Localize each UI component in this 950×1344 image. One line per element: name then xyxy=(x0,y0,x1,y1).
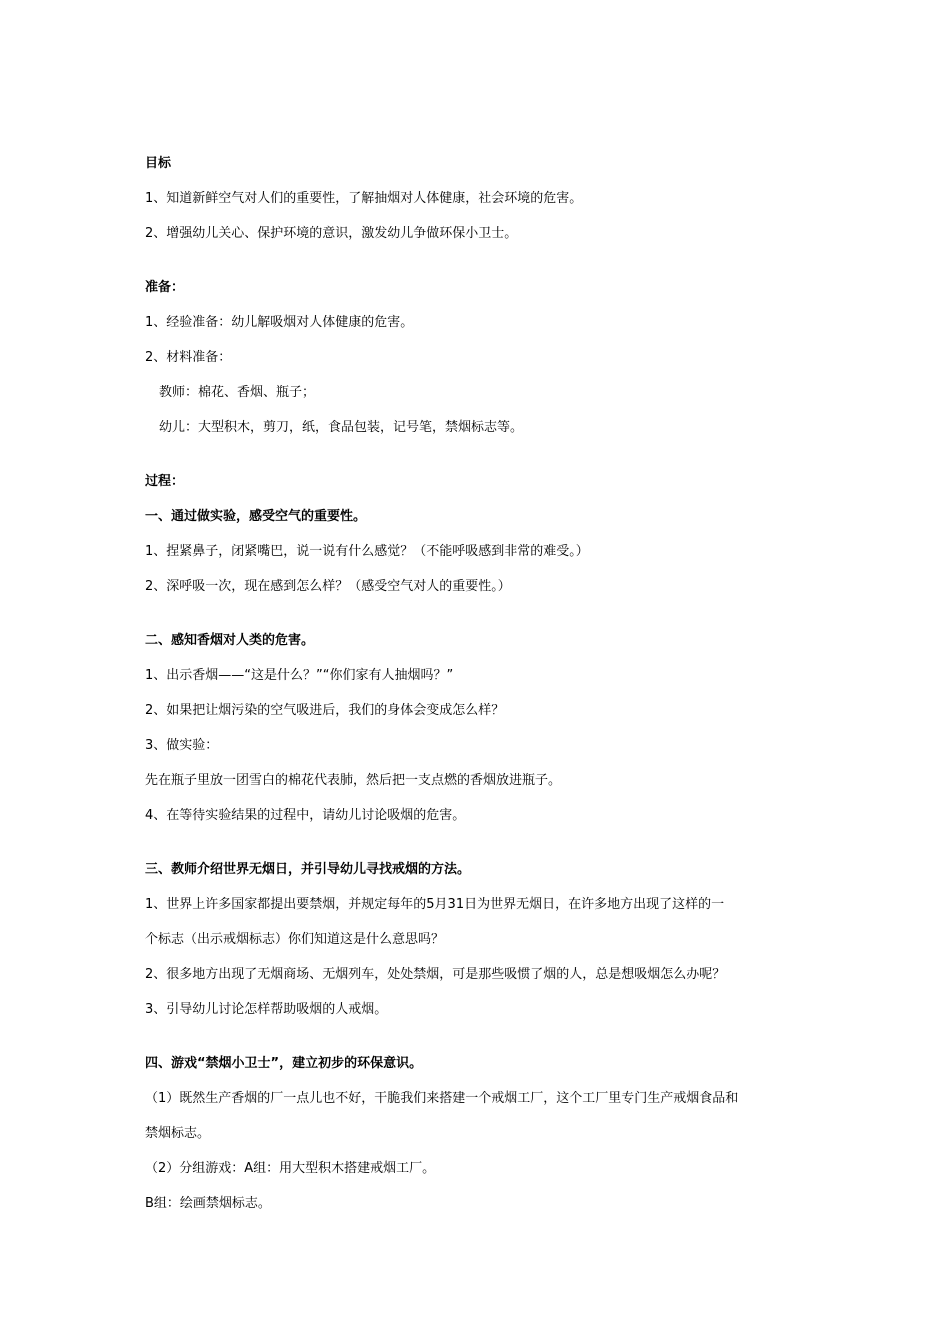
section3-item-3: 2、很多地方出现了无烟商场、无烟列车，处处禁烟，可是那些吸惯了烟的人，总是想吸烟怎么办呢？ xyxy=(145,967,726,982)
section-gap xyxy=(145,833,810,852)
section-gap xyxy=(145,251,810,270)
section2-item-2: 2、如果把让烟污染的空气吸进后，我们的身体会变成怎么样？ xyxy=(145,703,505,718)
section2-heading: 二、感知香烟对人类的危害。 xyxy=(145,633,315,648)
section1-item-1: 1、捏紧鼻子，闭紧嘴巴，说一说有什么感觉？（不能呼吸感到非常的难受。） xyxy=(145,544,589,559)
section2-item-4: 先在瓶子里放一团雪白的棉花代表肺，然后把一支点燃的香烟放进瓶子。 xyxy=(145,773,562,788)
prep-item-2: 2、材料准备： xyxy=(145,350,232,365)
section2-item-3: 3、做实验： xyxy=(145,738,219,753)
section3-heading: 三、教师介绍世界无烟日，并引导幼儿寻找戒烟的方法。 xyxy=(145,862,471,877)
section-gap xyxy=(145,445,810,464)
section1-heading: 一、通过做实验，感受空气的重要性。 xyxy=(145,509,367,524)
section3-item-4: 3、引导幼儿讨论怎样帮助吸烟的人戒烟。 xyxy=(145,1002,388,1017)
section4-item-1: （1）既然生产香烟的厂一点儿也不好，干脆我们来搭建一个戒烟工厂，这个工厂里专门生产戒烟食品和 xyxy=(145,1091,739,1106)
section3-item-2: 个标志（出示戒烟标志）你们知道这是什么意思吗？ xyxy=(145,932,445,947)
section3-item-1: 1、世界上许多国家都提出要禁烟，并规定每年的5月31日为世界无烟日，在许多地方出现了这样的一 xyxy=(145,897,725,912)
prep-item-1: 1、经验准备：幼儿解吸烟对人体健康的危害。 xyxy=(145,315,414,330)
section2-item-1: 1、出示香烟——“这是什么？”“你们家有人抽烟吗？” xyxy=(145,668,454,683)
section4-item-4: B组：绘画禁烟标志。 xyxy=(145,1196,271,1211)
goal-heading: 目标 xyxy=(145,156,172,171)
section-gap xyxy=(145,604,810,623)
goal-item-2: 2、增强幼儿关心、保护环境的意识，激发幼儿争做环保小卫士。 xyxy=(145,226,518,241)
section1-item-2: 2、深呼吸一次，现在感到怎么样？（感受空气对人的重要性。） xyxy=(145,579,511,594)
section4-item-2: 禁烟标志。 xyxy=(145,1126,211,1141)
document-body xyxy=(145,146,810,1221)
goal-item-1: 1、知道新鲜空气对人们的重要性，了解抽烟对人体健康，社会环境的危害。 xyxy=(145,191,583,206)
section2-item-5: 4、在等待实验结果的过程中，请幼儿讨论吸烟的危害。 xyxy=(145,808,466,823)
prep-material-child: 幼儿：大型积木，剪刀，纸，食品包装，记号笔，禁烟标志等。 xyxy=(159,420,524,435)
section4-heading: 四、游戏“禁烟小卫士”，建立初步的环保意识。 xyxy=(145,1056,423,1071)
process-heading: 过程： xyxy=(145,474,185,489)
prep-heading: 准备： xyxy=(145,280,185,295)
prep-material-teacher: 教师：棉花、香烟、瓶子； xyxy=(159,385,316,400)
section4-item-3: （2）分组游戏：A组：用大型积木搭建戒烟工厂。 xyxy=(145,1161,436,1176)
section-gap xyxy=(145,1027,810,1046)
